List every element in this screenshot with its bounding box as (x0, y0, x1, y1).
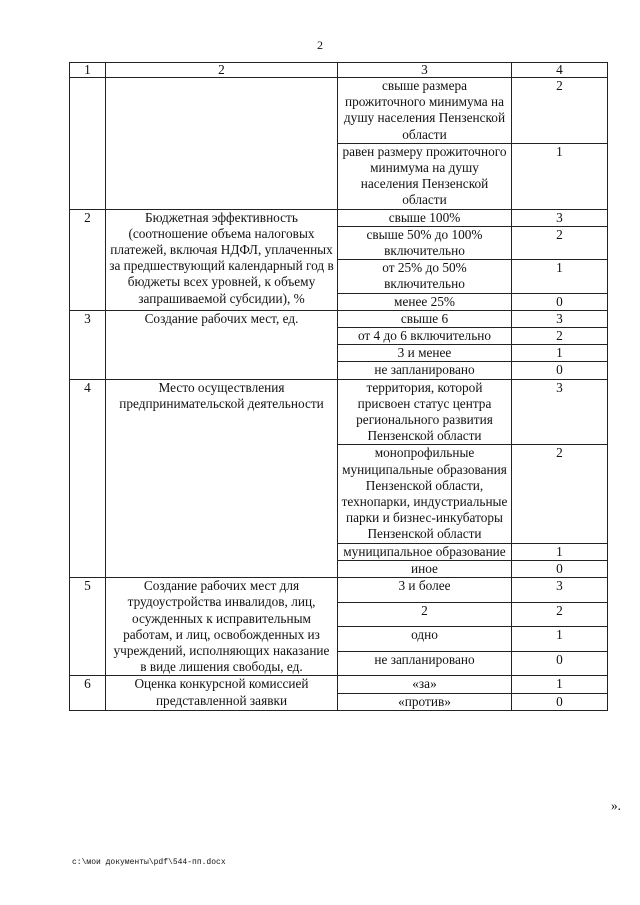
criterion-name: Оценка конкурсной комиссией представленной заявки (106, 676, 338, 710)
option-condition: от 4 до 6 включительно (338, 328, 512, 345)
criterion-name: Создание рабочих мест для трудоустройства инвалидов, лиц, осужденных к исправительным работам, и лиц, освобожденных из учреждений, исполняющих наказание в виде лишения свободы, ед. (106, 578, 338, 676)
option-score: 3 (512, 379, 608, 445)
table-row (70, 310, 608, 327)
table-row (70, 379, 608, 445)
header-cell-3: 3 (338, 63, 512, 78)
criterion-number: 3 (70, 310, 106, 379)
header-cell-2: 2 (106, 63, 338, 78)
option-condition: от 25% до 50% включительно (338, 260, 512, 293)
option-condition: не запланировано (338, 362, 512, 379)
option-score: 3 (512, 578, 608, 603)
criterion-number: 5 (70, 578, 106, 676)
option-score: 1 (512, 543, 608, 560)
option-condition: свыше 50% до 100% включительно (338, 226, 512, 259)
page-number: 2 (317, 38, 323, 52)
option-score: 2 (512, 226, 608, 259)
criterion-name: Создание рабочих мест, ед. (106, 310, 338, 379)
option-score: 2 (512, 328, 608, 345)
criteria-table (69, 62, 608, 711)
option-condition: свыше 100% (338, 209, 512, 226)
table-row (70, 676, 608, 693)
criterion-name-cell (106, 78, 338, 210)
option-score: 2 (512, 78, 608, 144)
option-condition: равен размеру прожиточного минимума на душу населения Пензенской области (338, 143, 512, 209)
option-score: 1 (512, 627, 608, 652)
criterion-name: Место осуществления предпринимательской деятельности (106, 379, 338, 577)
option-condition: 3 и более (338, 578, 512, 603)
option-condition: свыше размера прожиточного минимума на душу населения Пензенской области (338, 78, 512, 144)
option-condition: монопрофильные муниципальные образования Пензенской области, технопарки, индустриальные парки и бизнес-инкубаторы Пензенской области (338, 445, 512, 543)
option-score: 1 (512, 676, 608, 693)
criterion-number-cell (70, 78, 106, 210)
option-score: 1 (512, 345, 608, 362)
option-score: 2 (512, 445, 608, 543)
option-score: 3 (512, 209, 608, 226)
option-condition: менее 25% (338, 293, 512, 310)
option-condition: иное (338, 560, 512, 577)
table-row (70, 78, 608, 144)
criterion-number: 4 (70, 379, 106, 577)
option-condition: 2 (338, 602, 512, 627)
option-score: 0 (512, 560, 608, 577)
option-condition: «против» (338, 693, 512, 710)
option-score: 0 (512, 651, 608, 676)
option-condition: муниципальное образование (338, 543, 512, 560)
criterion-number: 2 (70, 209, 106, 310)
option-score: 1 (512, 260, 608, 293)
table-row (70, 209, 608, 226)
header-cell-1: 1 (70, 63, 106, 78)
table-header-row (70, 63, 608, 78)
table-row (70, 578, 608, 603)
option-score: 2 (512, 602, 608, 627)
option-score: 1 (512, 143, 608, 209)
option-condition: свыше 6 (338, 310, 512, 327)
option-condition: 3 и менее (338, 345, 512, 362)
option-score: 0 (512, 293, 608, 310)
closing-quote-mark: ». (611, 798, 621, 813)
option-condition: не запланировано (338, 651, 512, 676)
criterion-name: Бюджетная эффективность (соотношение объема налоговых платежей, включая НДФЛ, уплаченных за предшествующий календарный год в бюджеты всех уровней, к объему запрашиваемой субсидии), % (106, 209, 338, 310)
option-score: 3 (512, 310, 608, 327)
option-condition: территория, которой присвоен статус центра регионального развития Пензенской области (338, 379, 512, 445)
option-condition: одно (338, 627, 512, 652)
option-score: 0 (512, 362, 608, 379)
criterion-number: 6 (70, 676, 106, 710)
option-score: 0 (512, 693, 608, 710)
option-condition: «за» (338, 676, 512, 693)
header-cell-4: 4 (512, 63, 608, 78)
footer-file-path: c:\мои документы\pdf\544-пп.docx (72, 858, 226, 867)
